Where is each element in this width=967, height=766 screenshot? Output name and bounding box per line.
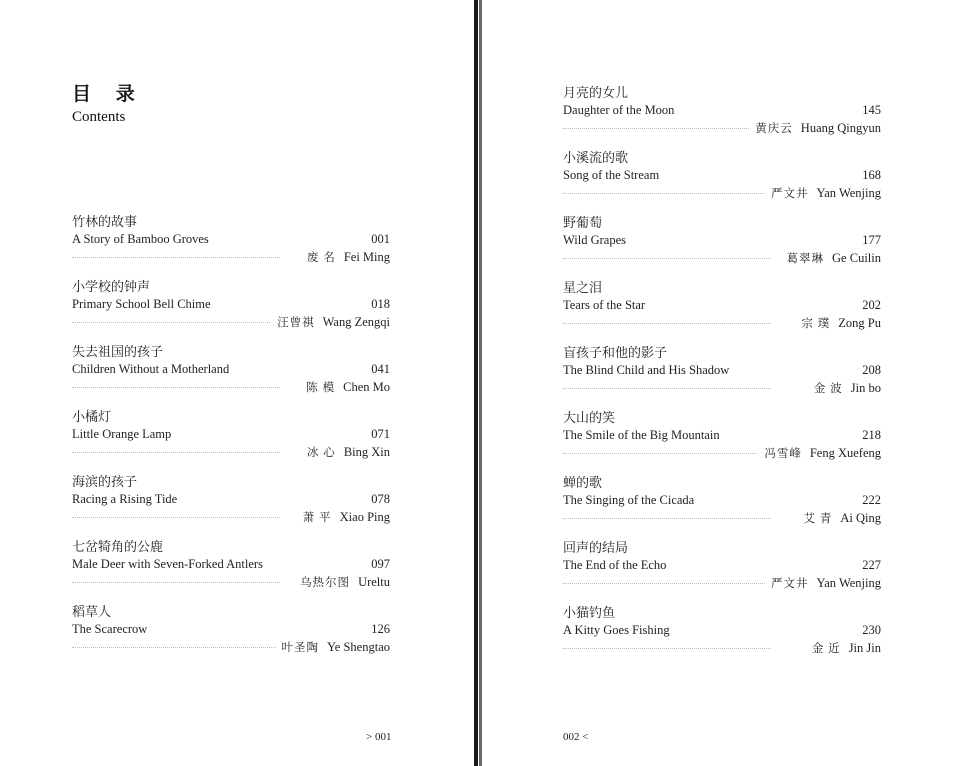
entry-page-number: 202 — [862, 298, 881, 312]
entry-title-row — [563, 491, 881, 509]
entry-title-zh: 小溪流的歌 — [563, 150, 629, 165]
author-name-zh: 金 近 — [811, 643, 841, 655]
author-name-en: Jin bo — [850, 381, 881, 395]
entry-title-row — [72, 360, 390, 378]
entry-title-en: A Kitty Goes Fishing — [563, 623, 670, 637]
entry-author-row — [563, 574, 881, 592]
author-name-en: Ai Qing — [840, 511, 881, 525]
entry-author — [749, 119, 881, 138]
toc-entry[interactable] — [563, 149, 881, 214]
entry-author — [297, 508, 390, 527]
entry-title-en: The Scarecrow — [72, 622, 148, 636]
entry-title-row — [563, 166, 881, 184]
entry-author — [765, 574, 881, 593]
entry-title-zh: 野葡萄 — [563, 215, 603, 230]
entry-title-zh: 七岔犄角的公鹿 — [72, 539, 164, 554]
entry-author — [808, 379, 881, 398]
toc-entry[interactable] — [72, 343, 390, 408]
entry-page-number: 177 — [862, 233, 881, 247]
author-name-zh: 严文井 — [770, 188, 809, 200]
entry-author — [765, 184, 881, 203]
author-name-en: Wang Zengqi — [322, 315, 390, 329]
dotted-leader — [563, 128, 771, 129]
entry-author — [300, 378, 390, 397]
author-name-zh: 宗 璞 — [801, 318, 831, 330]
entry-title-en: The Smile of the Big Mountain — [563, 428, 720, 442]
author-name-en: Xiao Ping — [339, 510, 390, 524]
entry-title-row — [72, 425, 390, 443]
entry-title-zh: 失去祖国的孩子 — [72, 344, 164, 359]
entry-title-en: The End of the Echo — [563, 558, 667, 572]
author-name-en: Ge Cuilin — [832, 251, 881, 265]
entry-title-en: Little Orange Lamp — [72, 427, 172, 441]
toc-entry[interactable] — [72, 278, 390, 343]
entry-title-zh: 小猫钓鱼 — [563, 605, 616, 620]
entry-author — [806, 639, 881, 658]
author-name-zh: 葛翠琳 — [786, 253, 825, 265]
entry-page-number: 126 — [371, 622, 390, 636]
author-name-en: Feng Xuefeng — [809, 446, 881, 460]
entry-author — [798, 509, 882, 528]
entry-title-en: Wild Grapes — [563, 233, 627, 247]
toc-entry[interactable] — [72, 408, 390, 473]
entry-page-number: 041 — [371, 362, 390, 376]
entry-author-row — [72, 378, 390, 396]
toc-entry[interactable] — [563, 344, 881, 409]
entry-title-en: Tears of the Star — [563, 298, 646, 312]
entry-author-row — [72, 248, 390, 266]
entry-author-row — [72, 638, 390, 656]
author-name-zh: 陈 模 — [306, 382, 336, 394]
entry-title-zh: 星之泪 — [563, 280, 603, 295]
author-name-en: Bing Xin — [343, 445, 390, 459]
entry-title-zh: 蝉的歌 — [563, 475, 603, 490]
entry-page-number: 078 — [371, 492, 390, 506]
entry-author — [294, 573, 390, 592]
entry-title-row — [563, 621, 881, 639]
entry-author-row — [563, 119, 881, 137]
dotted-leader — [563, 453, 771, 454]
entry-title-row — [563, 361, 881, 379]
toc-entry[interactable] — [72, 538, 390, 603]
author-name-en: Ureltu — [358, 575, 390, 589]
toc-entry[interactable] — [563, 409, 881, 474]
right-entry-list — [563, 84, 881, 669]
dotted-leader — [563, 583, 771, 584]
entry-title-en: Male Deer with Seven-Forked Antlers — [72, 557, 263, 571]
entry-author-row — [563, 249, 881, 267]
toc-entry[interactable] — [72, 473, 390, 538]
toc-title-en: Contents — [72, 109, 126, 125]
toc-entry[interactable] — [563, 84, 881, 149]
author-name-zh: 冯雪峰 — [764, 448, 802, 460]
entry-title-row — [72, 295, 390, 313]
entry-author — [276, 638, 390, 657]
spine-shadow-light — [479, 0, 482, 766]
dotted-leader — [563, 258, 771, 259]
entry-title-zh: 海滨的孩子 — [72, 474, 138, 489]
left-page-number: > 001 — [366, 731, 392, 743]
author-name-zh: 冰 心 — [306, 447, 336, 459]
entry-title-row — [72, 490, 390, 508]
left-page — [0, 0, 472, 766]
entry-author — [795, 314, 881, 333]
dotted-leader — [72, 452, 280, 453]
author-name-en: Chen Mo — [343, 380, 390, 394]
entry-author — [758, 444, 881, 463]
entry-title-row — [72, 555, 390, 573]
entry-page-number: 227 — [862, 558, 881, 572]
author-name-en: Yan Wenjing — [816, 186, 881, 200]
spine-shadow-dark — [474, 0, 478, 766]
toc-heading — [72, 84, 145, 126]
entry-author — [781, 249, 881, 268]
toc-entry[interactable] — [72, 603, 390, 668]
entry-page-number: 097 — [371, 557, 390, 571]
toc-title-zh: 目 录 — [72, 84, 145, 105]
author-name-en: Jin Jin — [848, 641, 881, 655]
entry-page-number: 071 — [371, 427, 390, 441]
dotted-leader — [563, 518, 771, 519]
entry-title-row — [563, 101, 881, 119]
entry-title-row — [563, 556, 881, 574]
entry-author-row — [72, 313, 390, 331]
entry-title-row — [72, 620, 390, 638]
entry-title-en: Primary School Bell Chime — [72, 297, 211, 311]
entry-title-zh: 月亮的女儿 — [563, 85, 629, 100]
author-name-zh: 汪曾祺 — [277, 317, 315, 329]
entry-page-number: 218 — [862, 428, 881, 442]
entry-title-zh: 小学校的钟声 — [72, 279, 151, 294]
toc-entry[interactable] — [563, 474, 881, 539]
author-name-zh: 萧 平 — [302, 512, 332, 524]
author-name-en: Yan Wenjing — [816, 576, 881, 590]
entry-author — [301, 248, 390, 267]
entry-page-number: 001 — [371, 232, 390, 246]
toc-entry[interactable] — [563, 214, 881, 279]
author-name-zh: 金 波 — [813, 383, 843, 395]
dotted-leader — [563, 193, 771, 194]
entry-author-row — [563, 314, 881, 332]
dotted-leader — [72, 517, 280, 518]
right-page — [484, 0, 967, 766]
toc-entry[interactable] — [72, 213, 390, 278]
dotted-leader — [563, 648, 771, 649]
entry-title-en: The Singing of the Cicada — [563, 493, 695, 507]
author-name-zh: 叶圣陶 — [281, 642, 320, 654]
entry-title-en: A Story of Bamboo Groves — [72, 232, 209, 246]
author-name-en: Ye Shengtao — [327, 640, 390, 654]
author-name-en: Huang Qingyun — [800, 121, 881, 135]
dotted-leader — [72, 257, 280, 258]
entry-author — [301, 443, 390, 462]
entry-title-en: The Blind Child and His Shadow — [563, 363, 730, 377]
entry-title-row — [563, 426, 881, 444]
entry-title-zh: 大山的笑 — [563, 410, 616, 425]
entry-author-row — [563, 184, 881, 202]
author-name-zh: 艾 青 — [803, 513, 833, 525]
entry-page-number: 145 — [862, 103, 881, 117]
entry-author-row — [72, 573, 390, 591]
author-name-zh: 废 名 — [306, 252, 336, 264]
dotted-leader — [72, 387, 280, 388]
toc-entry[interactable] — [563, 279, 881, 344]
author-name-en: Zong Pu — [838, 316, 881, 330]
entry-author — [271, 313, 390, 332]
entry-title-zh: 稻草人 — [72, 604, 112, 619]
entry-title-en: Racing a Rising Tide — [72, 492, 178, 506]
entry-page-number: 230 — [862, 623, 881, 637]
left-entry-list — [72, 213, 390, 668]
entry-page-number: 208 — [862, 363, 881, 377]
entry-title-zh: 竹林的故事 — [72, 214, 138, 229]
entry-author-row — [563, 509, 881, 527]
entry-title-row — [72, 230, 390, 248]
toc-entry[interactable] — [563, 604, 881, 669]
dotted-leader — [72, 647, 280, 648]
entry-page-number: 018 — [371, 297, 390, 311]
entry-title-en: Daughter of the Moon — [563, 103, 675, 117]
book-spine — [472, 0, 484, 766]
entry-title-en: Song of the Stream — [563, 168, 660, 182]
entry-author-row — [563, 379, 881, 397]
author-name-zh: 严文井 — [770, 578, 809, 590]
entry-title-zh: 盲孩子和他的影子 — [563, 345, 668, 360]
author-name-en: Fei Ming — [343, 250, 390, 264]
entry-title-row — [563, 296, 881, 314]
entry-page-number: 222 — [862, 493, 881, 507]
entry-author-row — [72, 508, 390, 526]
dotted-leader — [72, 582, 280, 583]
entry-author-row — [563, 639, 881, 657]
author-name-zh: 黄庆云 — [755, 123, 793, 135]
dotted-leader — [563, 388, 771, 389]
author-name-zh: 乌热尔图 — [300, 577, 351, 589]
right-page-number: 002 < — [563, 731, 589, 743]
dotted-leader — [72, 322, 280, 323]
entry-author-row — [72, 443, 390, 461]
entry-page-number: 168 — [862, 168, 881, 182]
entry-title-zh: 回声的结局 — [563, 540, 629, 555]
entry-title-en: Children Without a Motherland — [72, 362, 230, 376]
toc-entry[interactable] — [563, 539, 881, 604]
entry-title-zh: 小橘灯 — [72, 409, 112, 424]
entry-author-row — [563, 444, 881, 462]
dotted-leader — [563, 323, 771, 324]
entry-title-row — [563, 231, 881, 249]
